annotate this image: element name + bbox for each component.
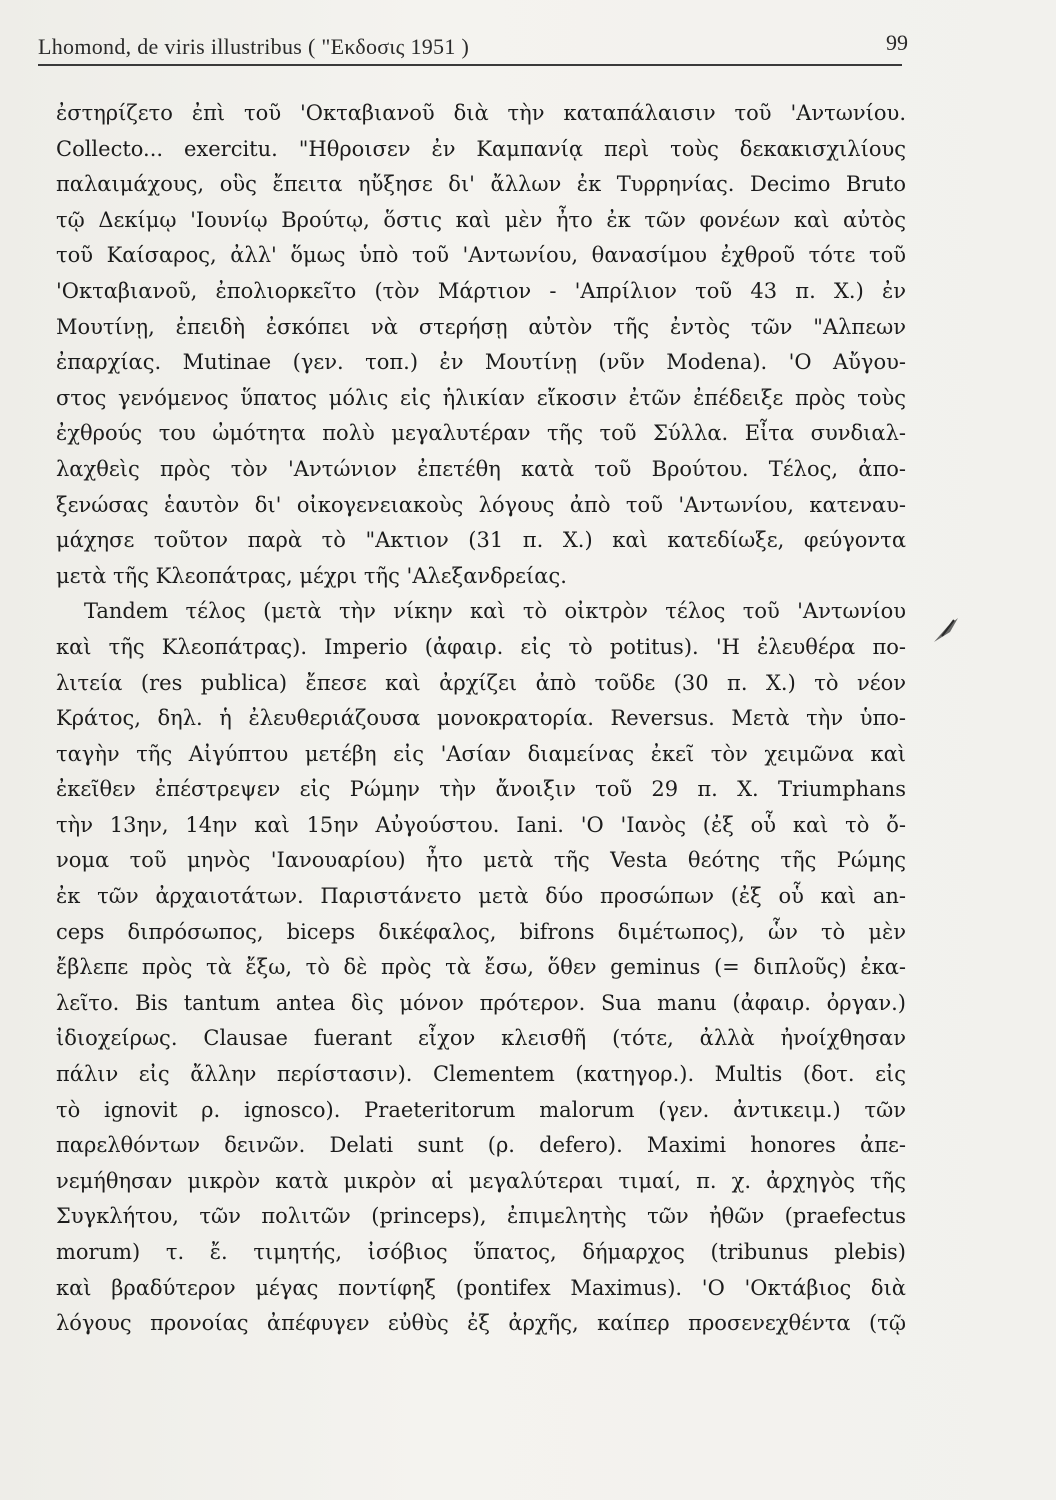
running-header [38, 30, 908, 66]
text-line: Συγκλήτου, τῶν πολιτῶν (princeps), ἐπιμελητὴς τῶν ἠθῶν (praefectus [56, 1204, 906, 1229]
commentary-text [56, 96, 906, 1342]
text-line: στος γενόμενος ὕπατος μόλις εἰς ἡλικίαν εἴκοσιν ἐτῶν ἐπέδειξε πρὸς τοὺς [56, 385, 906, 410]
text-line: Tandem τέλος (μετὰ τὴν νίκην καὶ τὸ οἰκτρὸν τέλος τοῦ 'Αντωνίου [84, 599, 906, 624]
header-rule [38, 64, 902, 66]
text-line: ἐστηρίζετο ἐπὶ τοῦ 'Οκταβιανοῦ διὰ τὴν καταπάλαισιν τοῦ 'Αντωνίου. [56, 101, 906, 125]
page-number: 99 [886, 30, 908, 55]
text-line: νεμήθησαν μικρὸν κατὰ μικρὸν αἱ μεγαλύτεραι τιμαί, π. χ. ἀρχηγὸς τῆς [56, 1168, 906, 1193]
text-line: λαχθεὶς πρὸς τὸν 'Αντώνιον ἐπετέθη κατὰ τοῦ Βρούτου. Τέλος, ἀπο- [56, 456, 906, 481]
text-line: τὴν 13ην, 14ην καὶ 15ην Αὐγούστου. Iani. 'Ο 'Ιανὸς (ἐξ οὗ καὶ τὸ ὄ- [56, 812, 906, 837]
text-line: ἐχθρούς του ὠμότητα πολὺ μεγαλυτέραν τῆς τοῦ Σύλλα. Εἶτα συνδιαλ- [56, 421, 906, 446]
text-line: 'Οκταβιανοῦ, ἐπολιορκεῖτο (τὸν Μάρτιον - 'Απρίλιον τοῦ 43 π. Χ.) ἐν [56, 278, 906, 303]
text-line: Collecto... exercitu. "Ηθροισεν ἐν Καμπανίᾳ περὶ τοὺς δεκακισχιλίους [56, 136, 906, 161]
text-line: ceps διπρόσωπος, biceps δικέφαλος, bifrons διμέτωπος), ὧν τὸ μὲν [56, 919, 906, 944]
text-line: Κράτος, δηλ. ἡ ἐλευθεριάζουσα μονοκρατορία. Reversus. Μετὰ τὴν ὑπο- [56, 706, 906, 731]
text-line: ταγὴν τῆς Αἰγύπτου μετέβη εἰς 'Ασίαν διαμείνας ἐκεῖ τὸν χειμῶνα καὶ [56, 741, 906, 766]
text-line: τὸ ignovit ρ. ignosco). Praeteritorum malorum (γεν. ἀντικειμ.) τῶν [56, 1097, 906, 1122]
text-line: ξενώσας ἑαυτὸν δι' οἰκογενειακοὺς λόγους ἀπὸ τοῦ 'Αντωνίου, κατεναυ- [56, 492, 906, 517]
text-line: Μουτίνῃ, ἐπειδὴ ἐσκόπει νὰ στερήσῃ αὐτὸν τῆς ἐντὸς τῶν "Αλπεων [56, 314, 906, 339]
text-line: ἰδιοχείρως. Clausae fuerant εἶχον κλεισθῆ (τότε, ἀλλὰ ἠνοίχθησαν [56, 1026, 906, 1051]
text-line: καὶ τῆς Κλεοπάτρας). Imperio (ἀφαιρ. εἰς τὸ potitus). 'Η ἐλευθέρα πο- [56, 634, 906, 659]
text-line: πάλιν εἰς ἄλλην περίστασιν). Clementem (κατηγορ.). Multis (δοτ. εἰς [56, 1062, 906, 1087]
text-line: ἐκεῖθεν ἐπέστρεψεν εἰς Ρώμην τὴν ἄνοιξιν τοῦ 29 π. Χ. Triumphans [56, 777, 906, 802]
text-line: μετὰ τῆς Κλεοπάτρας, μέχρι τῆς 'Αλεξανδρείας. [56, 563, 567, 588]
text-line: μάχησε τοῦτον παρὰ τὸ "Ακτιον (31 π. Χ.) καὶ κατεδίωξε, φεύγοντα [56, 528, 906, 553]
text-line: ἐπαρχίας. Mutinae (γεν. τοπ.) ἐν Μουτίνῃ (νῦν Modena). 'Ο Αὔγου- [56, 350, 906, 375]
pencil-margin-mark-icon [928, 612, 968, 652]
text-line: καὶ βραδύτερον μέγας ποντίφηξ (pontifex Maximus). 'Ο 'Οκτάβιος διὰ [56, 1275, 906, 1300]
text-line: παρελθόντων δεινῶν. Delati sunt (ρ. defero). Maximi honores ἀπε- [56, 1133, 906, 1158]
text-line: λεῖτο. Bis tantum antea δὶς μόνον πρότερον. Sua manu (ἀφαιρ. ὀργαν.) [56, 990, 906, 1015]
text-line: λιτεία (res publica) ἔπεσε καὶ ἀρχίζει ἀπὸ τοῦδε (30 π. Χ.) τὸ νέον [56, 670, 906, 695]
text-line: morum) τ. ἔ. τιμητής, ἰσόβιος ὕπατος, δήμαρχος (tribunus plebis) [56, 1240, 906, 1264]
text-line: νομα τοῦ μηνὸς 'Ιανουαρίου) ἦτο μετὰ τῆς Vesta θεότης τῆς Ρώμης [56, 848, 906, 873]
text-line: τῷ Δεκίμῳ 'Ιουνίῳ Βρούτῳ, ὅστις καὶ μὲν ἦτο ἐκ τῶν φονέων καὶ αὐτὸς [56, 207, 906, 232]
text-line: ἐκ τῶν ἀρχαιοτάτων. Παριστάνετο μετὰ δύο προσώπων (ἐξ οὗ καὶ an- [56, 884, 906, 909]
text-line: παλαιμάχους, οὓς ἔπειτα ηὔξησε δι' ἄλλων ἐκ Τυρρηνίας. Decimo Bruto [56, 172, 906, 197]
text-line: τοῦ Καίσαρος, ἀλλ' ὅμως ὑπὸ τοῦ 'Αντωνίου, θανασίμου ἐχθροῦ τότε τοῦ [56, 243, 906, 268]
text-line: ἔβλεπε πρὸς τὰ ἔξω, τὸ δὲ πρὸς τὰ ἔσω, ὅθεν geminus (= διπλοῦς) ἐκα- [56, 955, 906, 980]
text-line: λόγους προνοίας ἀπέφυγεν εὐθὺς ἐξ ἀρχῆς, καίπερ προσενεχθέντα (τῷ [56, 1311, 906, 1336]
running-title: Lhomond, de viris illustribus ( "Εκδοσις 1951 ) [38, 34, 470, 59]
